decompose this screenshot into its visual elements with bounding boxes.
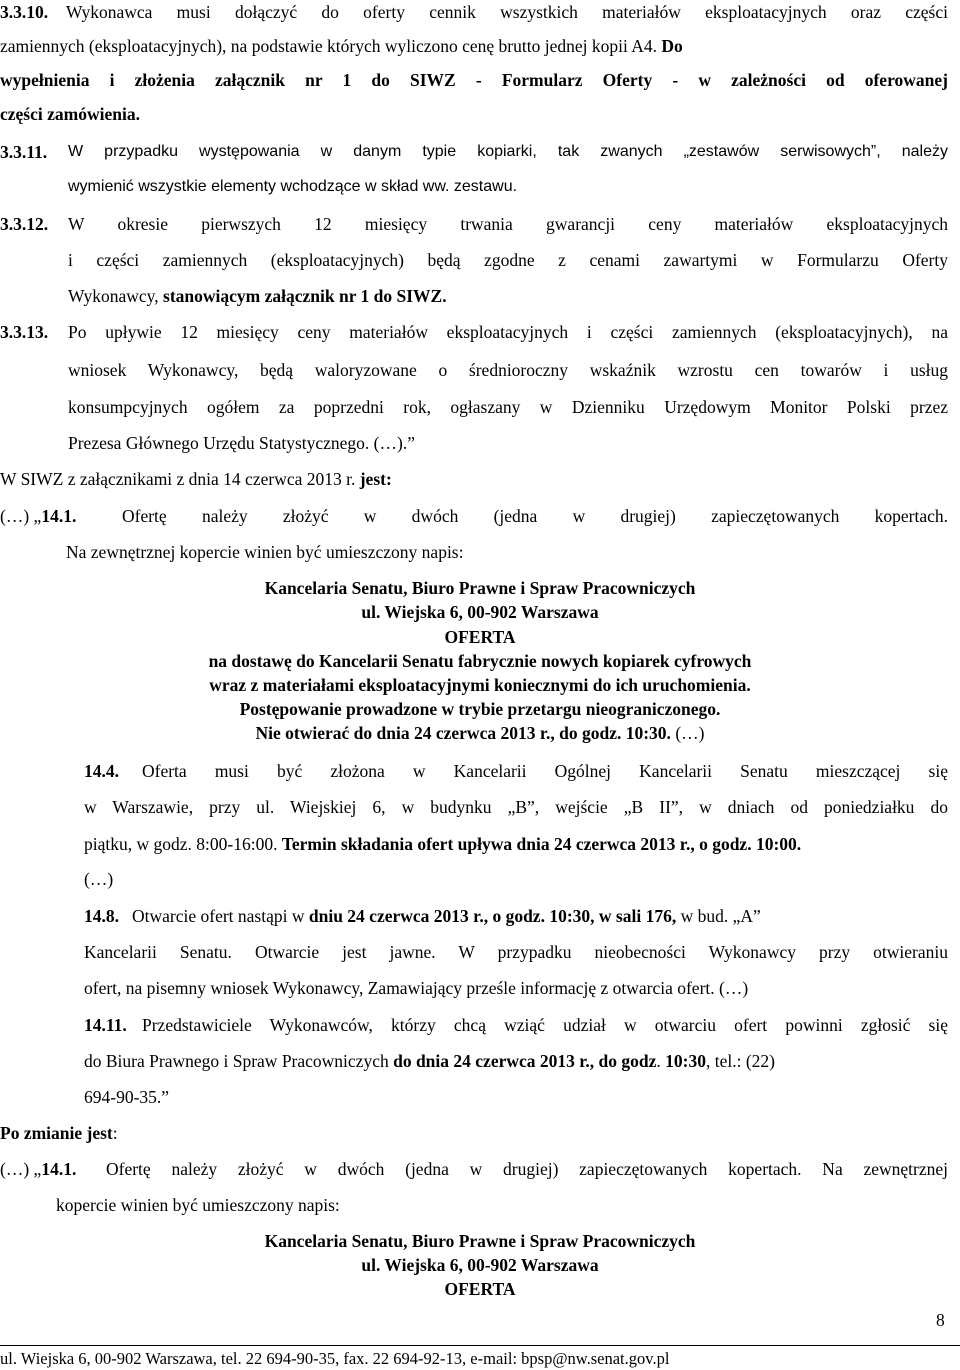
envelope-line: Kancelaria Senatu, Biuro Prawne i Spraw Pracowniczych <box>264 578 696 598</box>
text-run: do Biura Prawnego i Spraw Pracowniczych <box>84 1051 389 1071</box>
envelope-line: ul. Wiejska 6, 00-902 Warszawa <box>361 1255 599 1275</box>
paragraph-line: Po upływie 12 miesięcy ceny materiałów eksploatacyjnych i części zamiennych (eksploatacyjnych), na <box>68 322 948 342</box>
section-number: 3.3.13. <box>0 322 49 342</box>
paragraph-line: Kancelarii Senatu. Otwarcie jest jawne. W przypadku nieobecności Wykonawcy przy otwieraniu <box>84 942 948 962</box>
paragraph-line: wymienić wszystkie elementy wchodzące w skład ww. zestawu. <box>68 178 518 195</box>
footer-divider <box>0 1345 960 1346</box>
paragraph-line: Oferta musi być złożona w Kancelarii Ogólnej Kancelarii Senatu mieszczącej się <box>142 761 948 781</box>
section-number: 14.4. <box>84 761 119 781</box>
paragraph-line <box>132 906 761 927</box>
paragraph-line: w Warszawie, przy ul. Wiejskiej 6, w budynku „B”, wejście „B II”, w dniach od poniedziałku do <box>84 797 948 817</box>
paragraph-line <box>84 1051 775 1072</box>
text-run: Otwarcie ofert nastąpi w <box>132 906 305 926</box>
envelope-line <box>0 723 960 744</box>
text-run: zamiennych (eksploatacyjnych), na podstawie których wyliczono cenę brutto jednej kopii A4. <box>0 36 658 56</box>
paragraph-line: Ofertę należy złożyć w dwóch (jedna w drugiej) zapieczętowanych kopertach. <box>122 506 948 526</box>
text-run-bold: Do <box>661 36 683 56</box>
text-run: (…) „ <box>0 506 42 526</box>
text-run: (…) „ <box>0 1159 42 1179</box>
page-footer: ul. Wiejska 6, 00-902 Warszawa, tel. 22 694-90-35, fax. 22 694-92-13, e-mail: bpsp@nw.senat.gov.pl <box>0 1349 670 1368</box>
envelope-line: Kancelaria Senatu, Biuro Prawne i Spraw Pracowniczych <box>264 1231 696 1251</box>
section-number: 14.1. <box>41 1159 77 1179</box>
paragraph-line: 694-90-35.” <box>84 1087 170 1107</box>
envelope-line: na dostawę do Kancelarii Senatu fabrycznie nowych kopiarek cyfrowych <box>208 651 752 671</box>
section-number: 14.11. <box>84 1015 127 1035</box>
paragraph-line: konsumpcyjnych ogółem za poprzedni rok, ogłaszany w Dzienniku Urzędowym Monitor Polski przez <box>68 397 948 417</box>
text-run: w bud. „A” <box>680 906 761 926</box>
paragraph-line: wypełnienia i złożenia załącznik nr 1 do SIWZ - Formularz Oferty - w zależności od oferowanej <box>0 70 948 90</box>
paragraph-line: (…) <box>84 869 114 889</box>
paragraph-line: i części zamiennych (eksploatacyjnych) będą zgodne z cenami zawartymi w Formularzu Oferty <box>68 250 948 270</box>
envelope-line: OFERTA <box>444 627 516 647</box>
text-run-bold: jest <box>86 1123 113 1143</box>
paragraph-line: wniosek Wykonawcy, będą waloryzowane o średnioroczny wskaźnik wzrostu cen towarów i usług <box>68 360 948 380</box>
paragraph-line <box>68 286 447 307</box>
text-run-bold: Termin składania ofert upływa dnia 24 czerwca 2013 r., o godz. 10:00. <box>281 834 802 854</box>
envelope-line: ul. Wiejska 6, 00-902 Warszawa <box>361 602 599 622</box>
paragraph-line: części zamówienia. <box>0 104 140 124</box>
section-number: 3.3.11. <box>0 142 48 162</box>
text-run-bold: dniu 24 czerwca 2013 r., o godz. 10:30, w sali 176, <box>308 906 677 926</box>
page-number: 8 <box>936 1310 945 1330</box>
paragraph-line: Na zewnętrznej kopercie winien być umieszczony napis: <box>66 542 464 562</box>
text-run-bold: do dnia 24 czerwca 2013 r., do godz <box>393 1051 657 1071</box>
paragraph-line <box>0 36 683 57</box>
quote-prefix <box>0 1159 76 1180</box>
paragraph-line: Przedstawiciele Wykonawców, którzy chcą wziąć udział w otwarciu ofert powinni zgłosić się <box>142 1015 948 1035</box>
text-run: . <box>656 1051 661 1071</box>
amendment-intro <box>0 469 392 490</box>
paragraph-line: Wykonawca musi dołączyć do oferty cennik wszystkich materiałów eksploatacyjnych oraz części <box>66 2 948 22</box>
paragraph-line: kopercie winien być umieszczony napis: <box>56 1195 340 1215</box>
text-run: : <box>112 1123 118 1143</box>
paragraph-line: W okresie pierwszych 12 miesięcy trwania gwarancji ceny materiałów eksploatacyjnych <box>68 214 948 234</box>
quote-prefix <box>0 506 76 527</box>
paragraph-line: Ofertę należy złożyć w dwóch (jedna w drugiej) zapieczętowanych kopertach. Na zewnętrznej <box>106 1159 948 1179</box>
text-run: , tel.: (22) <box>705 1051 775 1071</box>
paragraph-line <box>84 834 801 855</box>
text-run: Wykonawcy, <box>68 286 159 306</box>
section-number: 3.3.12. <box>0 214 49 234</box>
text-run-bold: jest: <box>359 469 392 489</box>
paragraph-line: Prezesa Głównego Urzędu Statystycznego. (…).” <box>68 433 415 453</box>
amendment-change-heading <box>0 1123 118 1144</box>
text-run: piątku, w godz. 8:00-16:00. <box>84 834 278 854</box>
text-run: (…) <box>675 723 705 743</box>
section-number: 3.3.10. <box>0 2 49 22</box>
text-run: W SIWZ z załącznikami z dnia 14 czerwca 2013 r. <box>0 469 356 489</box>
text-run-bold: Nie otwierać do dnia 24 czerwca 2013 r., do godz. 10:30. <box>255 723 671 743</box>
text-run-bold: 10:30 <box>665 1051 706 1071</box>
envelope-line: Postępowanie prowadzone w trybie przetargu nieograniczonego. <box>239 699 721 719</box>
section-number: 14.1. <box>41 506 77 526</box>
text-run-bold: stanowiącym załącznik nr 1 do SIWZ. <box>163 286 447 306</box>
envelope-line: OFERTA <box>444 1279 516 1299</box>
section-number: 14.8. <box>84 906 119 926</box>
text-run-bold: Po zmianie <box>0 1123 83 1143</box>
paragraph-line: ofert, na pisemny wniosek Wykonawcy, Zamawiający prześle informację z otwarcia ofert. (…) <box>84 978 749 998</box>
envelope-line: wraz z materiałami eksploatacyjnymi koniecznymi do ich uruchomienia. <box>209 675 751 695</box>
paragraph-line: W przypadku występowania w danym typie kopiarki, tak zwanych „zestawów serwisowych”, należy <box>68 143 948 160</box>
